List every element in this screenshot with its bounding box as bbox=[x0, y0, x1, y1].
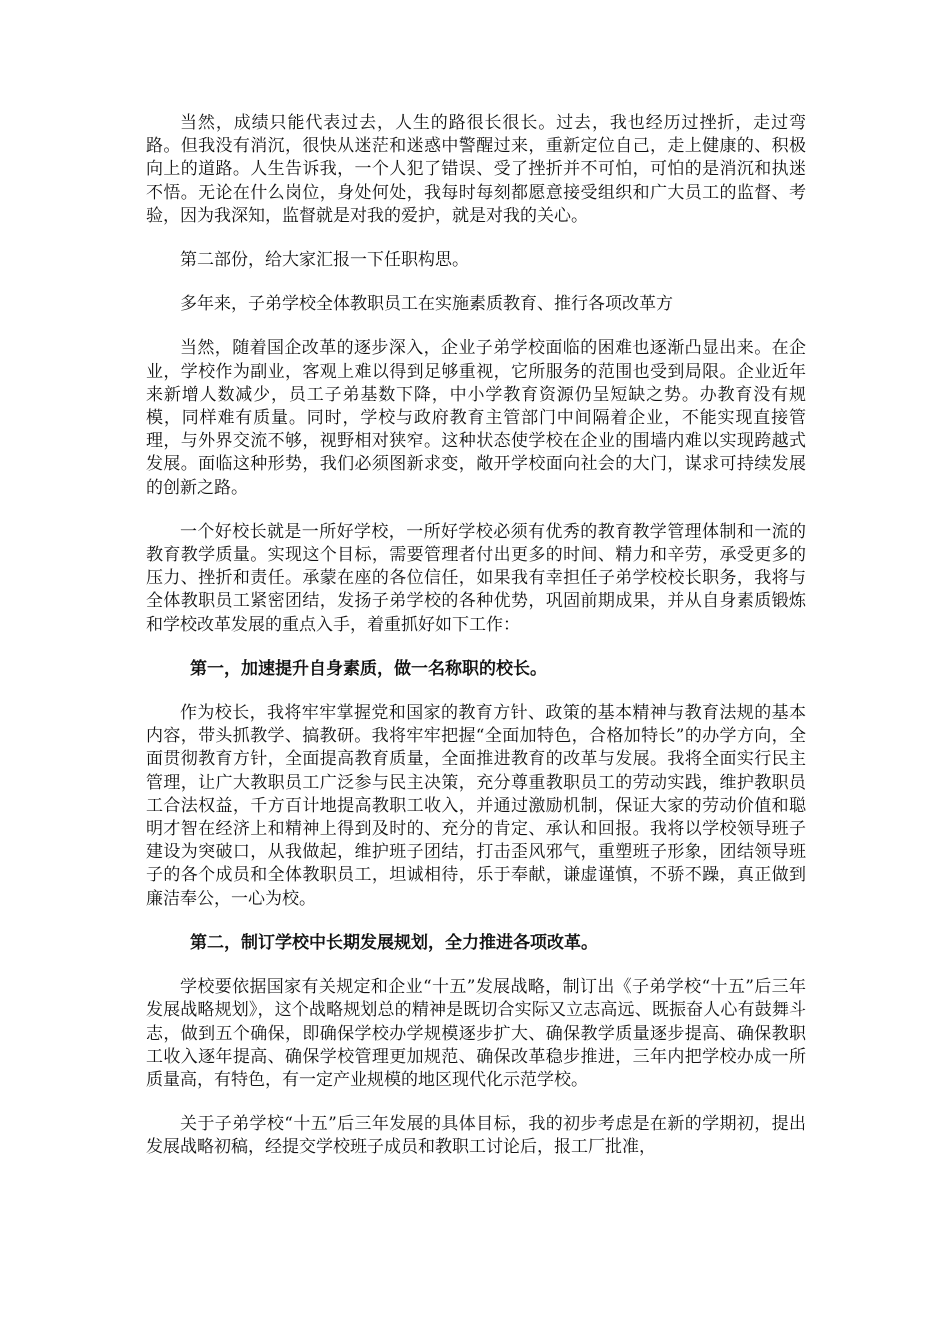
section-heading-1: 第一，加速提升自身素质，做一名称职的校长。 bbox=[190, 658, 547, 679]
paragraph-difficulties: 当然，随着国企改革的逐步深入，企业子弟学校面临的困难也逐渐凸显出来。在企业，学校作为副业，客观上难以得到足够重视，它所服务的范围也受到局限。企业近年来新增人数减少，员工子弟基数下降，中小学教育资源仍呈短缺之势。办教育没有规模，同样难有质量。同时，学校与政府教育主管部门中间隔着企业，不能实现直接管理，与外界交流不够，视野相对狭窄。这种状态使学校在企业的围墙内难以实现跨越式发展。面临这种形势，我们必须图新求变，敞开学校面向社会的大门，谋求可持续发展的创新之路。 bbox=[146, 338, 806, 498]
paragraph-part-two-intro: 第二部份，给大家汇报一下任职构思。 bbox=[180, 250, 469, 271]
paragraph-reform-fragment: 多年来，子弟学校全体教职员工在实施素质教育、推行各项改革方 bbox=[180, 294, 673, 315]
paragraph-past-setbacks: 当然，成绩只能代表过去，人生的路很长很长。过去，我也经历过挫折，走过弯路。但我没有消沉，很快从迷茫和迷惑中警醒过来，重新定位自己，走上健康的、积极向上的道路。人生告诉我，一个人犯了错误、受了挫折并不可怕，可怕的是消沉和执迷不悟。无论在什么岗位，身处何处，我每时每刻都愿意接受组织和广大员工的监督、考验，因为我深知，监督就是对我的爱护，就是对我的关心。 bbox=[146, 113, 806, 226]
paragraph-development-plan: 学校要依据国家有关规定和企业“十五”发展战略，制订出《子弟学校“十五”后三年发展战略规划》，这个战略规划总的精神是既切合实际又立志高远、既振奋人心有鼓舞斗志，做到五个确保，即确保学校办学规模逐步扩大、确保教学质量逐步提高、确保教职工收入逐年提高、确保学校管理更加规范、确保改革稳步推进，三年内把学校办成一所质量高，有特色，有一定产业规模的地区现代化示范学校。 bbox=[146, 977, 806, 1090]
section-heading-2: 第二，制订学校中长期发展规划，全力推进各项改革。 bbox=[190, 932, 598, 953]
paragraph-good-principal: 一个好校长就是一所好学校，一所好学校必须有优秀的教育教学管理体制和一流的教育教学质量。实现这个目标，需要管理者付出更多的时间、精力和辛劳，承受更多的压力、挫折和责任。承蒙在座的各位信任，如果我有幸担任子弟学校校长职务，我将与全体教职员工紧密团结，发扬子弟学校的各种优势，巩固前期成果，并从自身素质锻炼和学校改革发展的重点入手，着重抓好如下工作： bbox=[146, 521, 806, 635]
paragraph-principal-duties: 作为校长，我将牢牢掌握党和国家的教育方针、政策的基本精神与教育法规的基本内容，带头抓教学、搞教研。我将牢牢把握“全面加特色，合格加特长”的办学方向，全面贯彻教育方针，全面提高教育质量，全面推进教育的改革与发展。我将全面实行民主管理，让广大教职员工广泛参与民主决策，充分尊重教职员工的劳动实践，维护教职员工合法权益，千方百计地提高教职工收入，并通过激励机制，保证大家的劳动价值和聪明才智在经济上和精神上得到及时的、充分的肯定、承认和回报。我将以学校领导班子建设为突破口，从我做起，维护班子团结，打击歪风邪气，重塑班子形象，团结领导班子的各个成员和全体教职员工，坦诚相待，乐于奉献，谦虚谨慎，不骄不躁，真正做到廉洁奉公，一心为校。 bbox=[146, 703, 806, 909]
paragraph-specific-goals: 关于子弟学校“十五”后三年发展的具体目标，我的初步考虑是在新的学期初，提出发展战略初稿，经提交学校班子成员和教职工讨论后，报工厂批准， bbox=[146, 1114, 806, 1158]
document-body bbox=[146, 112, 806, 1181]
